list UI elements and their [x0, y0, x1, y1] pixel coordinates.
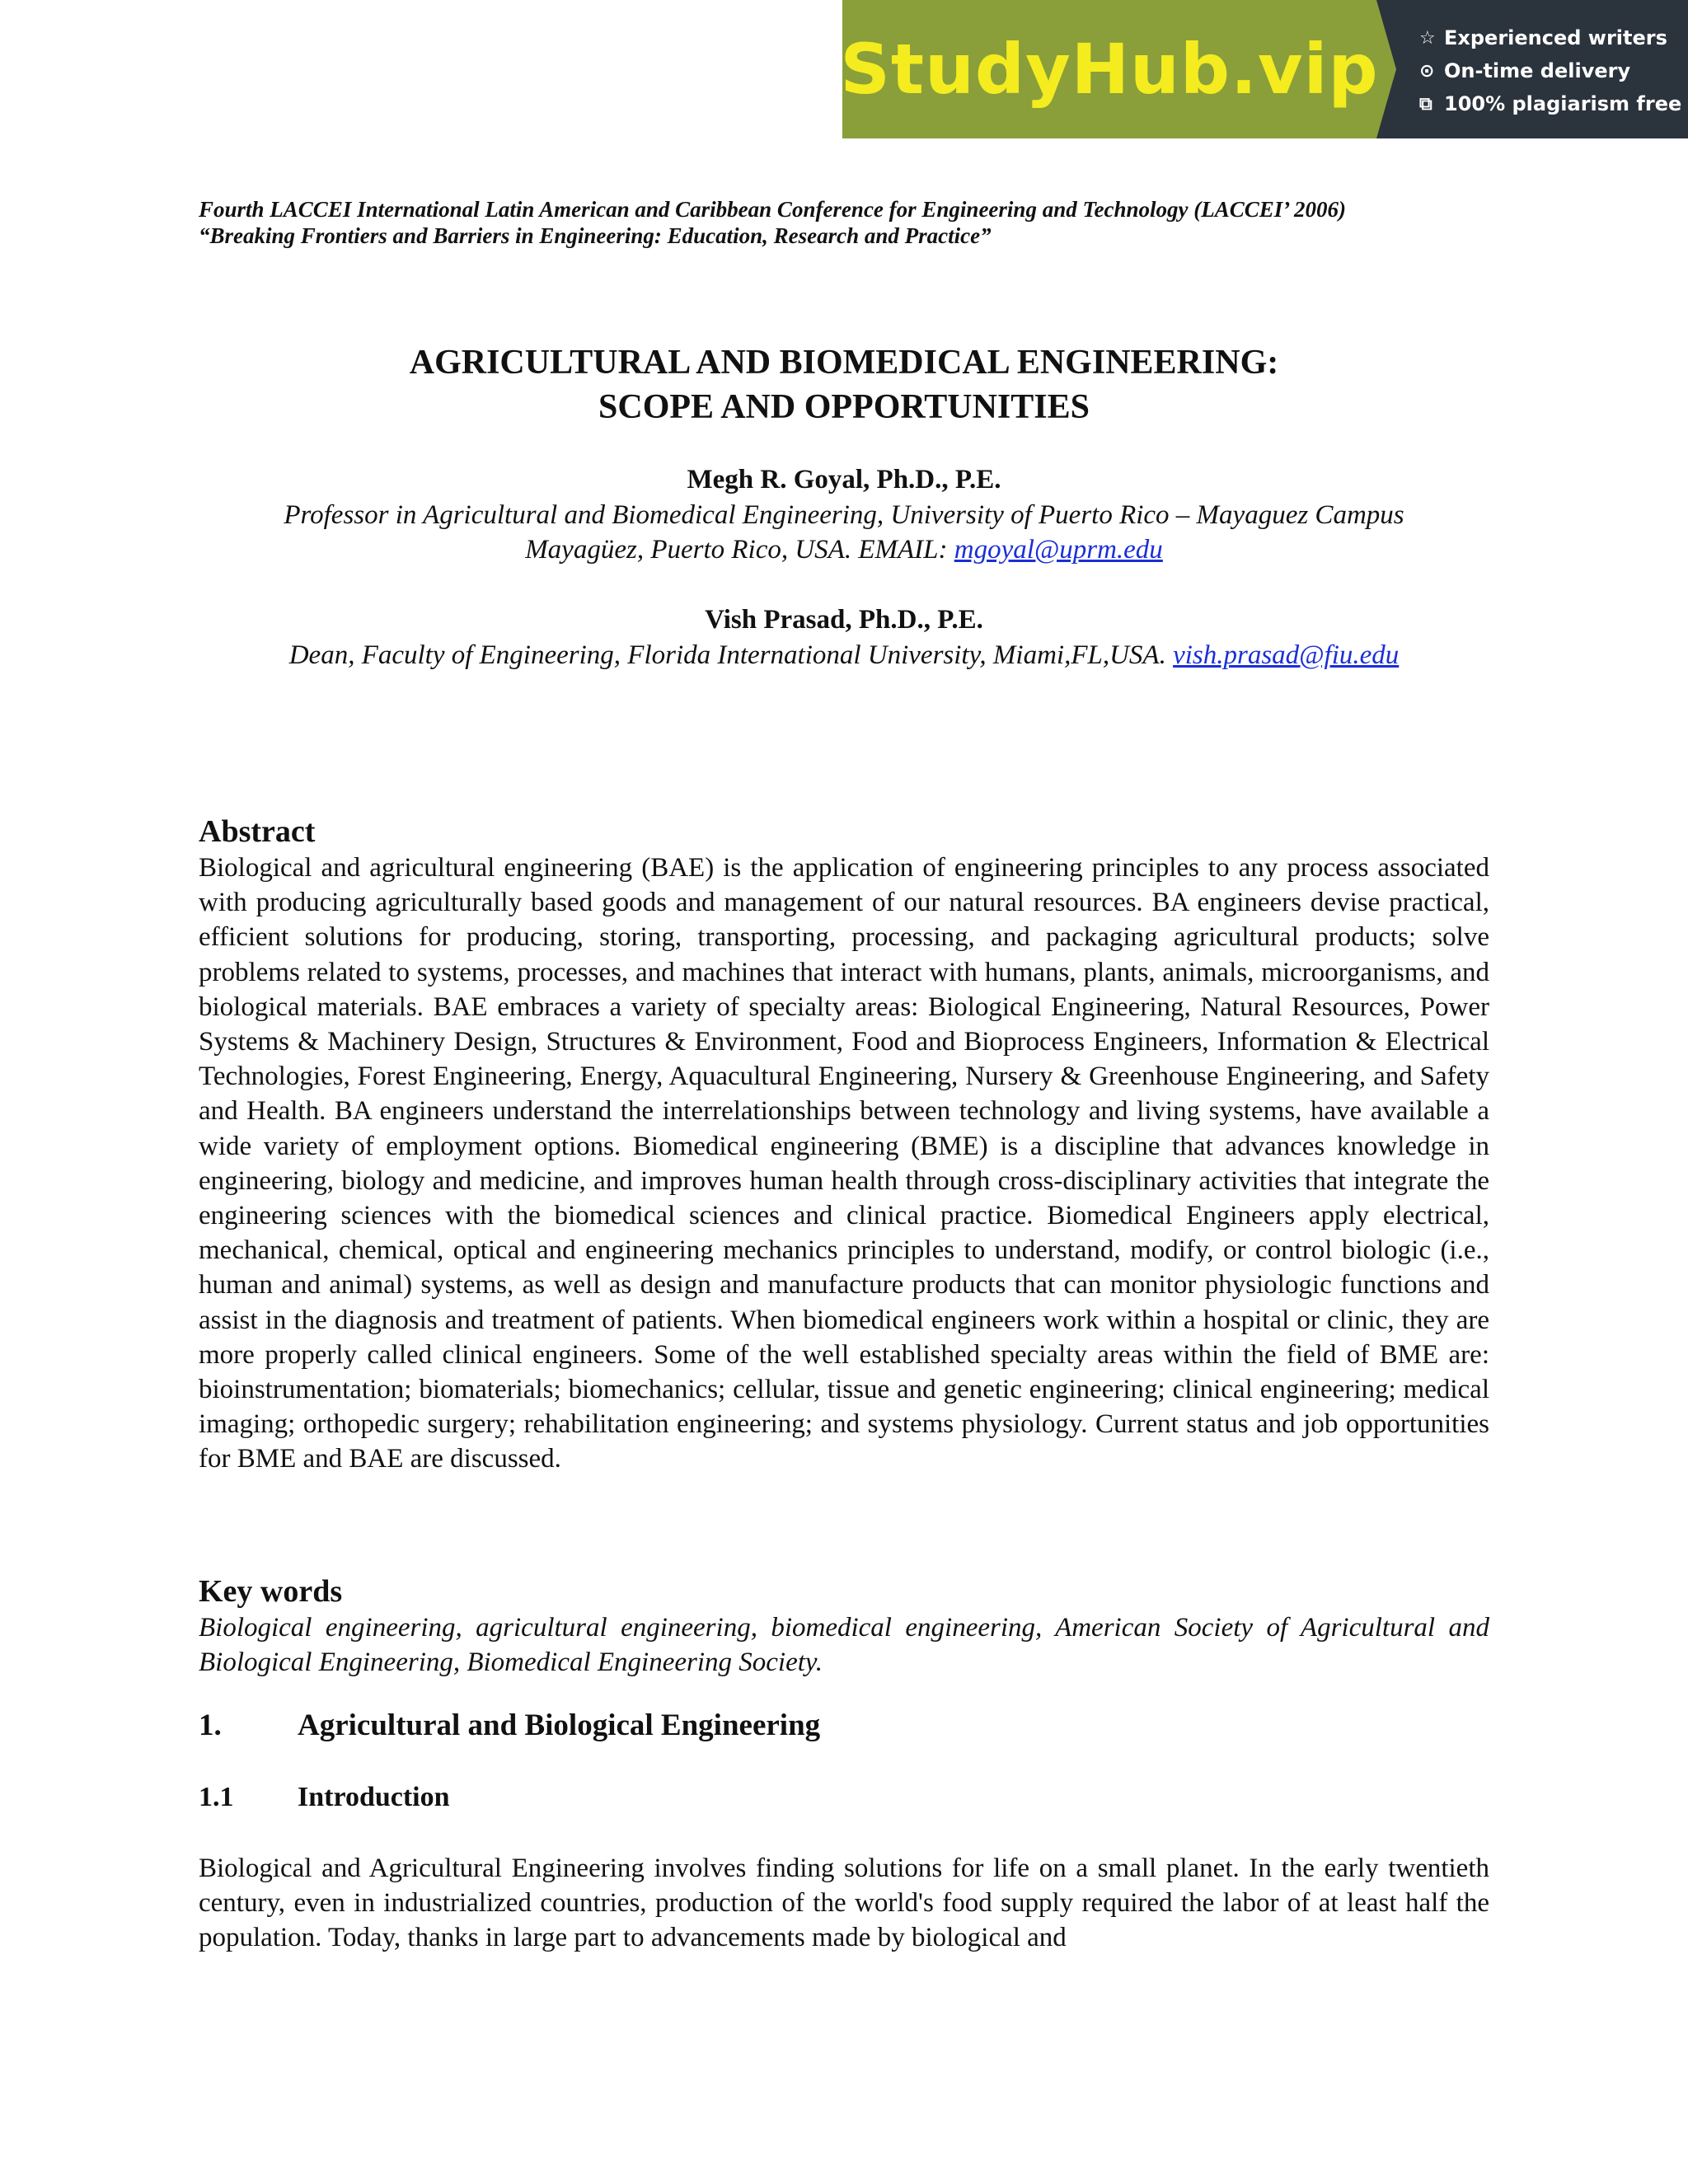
author-affiliation-line-2 [199, 532, 1489, 567]
section-1-1-heading [199, 1780, 1489, 1815]
email-link[interactable]: vish.prasad@fiu.edu [1173, 640, 1400, 670]
author-affiliation [199, 638, 1489, 673]
author-prasad [199, 602, 1489, 673]
keywords-heading: Key words [199, 1574, 343, 1609]
feature-item [1419, 87, 1688, 120]
conference-line-1: Fourth LACCEI International Latin American and Caribbean Conference for Engineering and Technology (LACCEI’ 2006) [199, 197, 1346, 222]
paper-title [199, 340, 1489, 429]
feature-label: On-time delivery [1444, 59, 1631, 82]
introduction-section [199, 1851, 1489, 1956]
section-title: Agricultural and Biological Engineering [298, 1708, 821, 1742]
studyhub-banner[interactable] [842, 0, 1688, 138]
title-line-2: SCOPE AND OPPORTUNITIES [598, 388, 1090, 426]
brand-panel [840, 0, 1379, 138]
feature-label: Experienced writers [1444, 26, 1667, 49]
author-affiliation: Professor in Agricultural and Biomedical Engineering, University of Puerto Rico – Mayaguez Campus [284, 500, 1404, 530]
abstract-section [199, 813, 1489, 1477]
subsection-number: 1.1 [199, 1782, 234, 1812]
feature-list [1376, 0, 1688, 138]
introduction-text: Biological and Agricultural Engineering involves finding solutions for life on a small planet. In the early twentieth century, even in industrialized countries, production of the world's food supply required the labor of at least half the population. Today, thanks in large part to advancements made by biological and [199, 1854, 1489, 1953]
brand-logo: StudyHub.vip [840, 29, 1379, 110]
feature-item [1419, 54, 1688, 87]
section-number: 1. [199, 1708, 222, 1742]
subsection-title: Introduction [298, 1782, 450, 1812]
subsection-heading [199, 1780, 1489, 1815]
conference-header [199, 196, 1489, 249]
paper-page [199, 196, 1489, 1953]
star-icon: ☆ [1419, 27, 1436, 49]
keywords-text: Biological engineering, agricultural engineering, biomedical engineering, American Society of Agricultural and Biological Engineering, Biomedical Engineering Society. [199, 1613, 1489, 1678]
section-heading [199, 1708, 1489, 1744]
keywords-section [199, 1572, 1489, 1680]
title-line-1: AGRICULTURAL AND BIOMEDICAL ENGINEERING: [409, 344, 1279, 382]
email-link[interactable]: mgoyal@uprm.edu [954, 535, 1163, 565]
abstract-heading: Abstract [199, 814, 316, 849]
author-goyal [199, 462, 1489, 567]
copy-icon: ⧉ [1419, 93, 1432, 115]
conference-line-2: “Breaking Frontiers and Barriers in Engineering: Education, Research and Practice” [199, 223, 992, 248]
feature-label: 100% plagiarism free [1444, 92, 1682, 115]
banner-chevron [1376, 0, 1396, 138]
author-location: Dean, Faculty of Engineering, Florida International University, Miami,FL,USA. [288, 640, 1174, 670]
author-name: Megh R. Goyal, Ph.D., P.E. [687, 465, 1001, 494]
author-location: Mayagüez, Puerto Rico, USA. EMAIL: [525, 535, 954, 565]
author-name: Vish Prasad, Ph.D., P.E. [705, 605, 983, 635]
feature-item [1419, 21, 1688, 54]
abstract-text: Biological and agricultural engineering (BAE) is the application of engineering principles to any process associated with producing agriculturally based goods and management of our natural resources. BA engineers devise practical, efficient solutions for producing, storing, transporting, processing, and packaging agricultural products; solve problems related to systems, processes, and machines that interact with humans, plants, animals, microorganisms, and biological materials. BAE embraces a variety of specialty areas: Biological Engineering, Natural Resources, Power Systems & Machinery Design, Structures & Environment, Food and Bioprocess Engineers, Information & Electrical Technologies, Forest Engineering, Energy, Aquacultural Engineering, Nursery & Greenhouse Engineering, and Safety and Health. BA engineers understand the interrelationships between technology and living systems, have available a wide variety of employment options. Biomedical engineering (BME) is a discipline that advances knowledge in engineering, biology and medicine, and improves human health through cross-disciplinary activities that integrate the engineering sciences with the biomedical sciences and clinical practice. Biomedical Engineers apply electrical, mechanical, chemical, optical and engineering mechanics principles to understand, modify, or control biologic (i.e., human and animal) systems, as well as design and manufacture products that can monitor physiologic functions and assist in the diagnosis and treatment of patients. When biomedical engineers work within a hospital or clinic, they are more properly called clinical engineers. Some of the well established specialty areas within the field of BME are: bioinstrumentation; biomaterials; biomechanics; cellular, tissue and genetic engineering; clinical engineering; medical imaging; orthopedic surgery; rehabilitation engineering; and systems physiology. Current status and job opportunities for BME and BAE are discussed. [199, 853, 1489, 1474]
section-1-heading [199, 1708, 1489, 1744]
clock-icon: ⊙ [1419, 60, 1435, 82]
